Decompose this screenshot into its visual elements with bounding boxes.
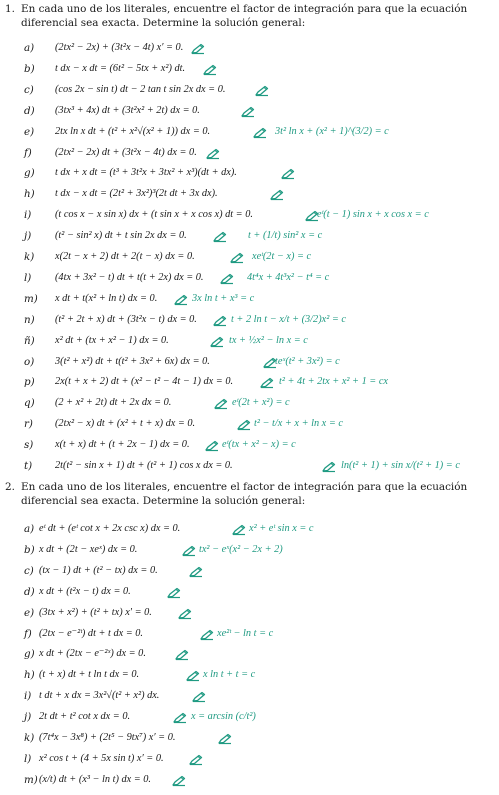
item-label: s) <box>24 439 34 452</box>
exercise-item <box>24 707 495 727</box>
item-equation: (7t⁴x − 3x⁸) + (2t⁵ − 9tx⁷) x′ = 0. <box>39 732 176 743</box>
question-1 <box>5 2 493 32</box>
item-label: ñ) <box>24 334 35 347</box>
item-label: n) <box>24 313 35 326</box>
item-answer: x ln t + t = c <box>203 669 256 681</box>
item-equation: (tx − 1) dt + (t² − tx) dx = 0. <box>39 564 158 576</box>
exercise-item <box>24 519 495 539</box>
pencil-icon[interactable] <box>189 565 203 577</box>
pencil-icon[interactable] <box>200 628 214 640</box>
item-answer: tx² − eˣ(x² − 2x + 2) <box>199 543 283 555</box>
item-label: i) <box>24 690 32 703</box>
exercise-item <box>24 163 495 183</box>
item-equation: x dt + t(x² + ln t) dx = 0. <box>55 292 158 304</box>
item-answer: tx + ½x² − ln x = c <box>229 334 308 346</box>
item-equation: t dx − x dt = (6t² − 5tx + x²) dt. <box>55 62 186 74</box>
item-equation: (2 + x² + 2t) dt + 2x dx = 0. <box>55 397 172 409</box>
exercise-item <box>24 665 495 685</box>
pencil-icon[interactable] <box>186 669 200 681</box>
pencil-icon[interactable] <box>178 607 192 619</box>
pencil-icon[interactable] <box>213 230 227 242</box>
pencil-icon[interactable] <box>220 272 234 284</box>
exercise-item <box>24 143 495 163</box>
exercise-item <box>24 561 495 581</box>
pencil-icon[interactable] <box>237 418 251 430</box>
pencil-icon[interactable] <box>218 732 232 744</box>
item-label: e) <box>24 606 35 619</box>
item-equation: 3(t² + x²) dt + t(t² + 3x² + 6x) dx = 0. <box>55 355 210 367</box>
item-label: r) <box>24 418 33 431</box>
pencil-icon[interactable] <box>210 335 224 347</box>
item-answer: t² + 4t + 2tx + x² + 1 = cx <box>279 376 388 388</box>
item-answer: eᵗ(2t + x²) = c <box>232 397 290 409</box>
item-label: i) <box>24 209 32 222</box>
item-answer: x = arcsin (c/t²) <box>191 711 256 723</box>
exercise-item <box>24 644 495 664</box>
item-equation: x(t + x) dt + (t + 2x − 1) dx = 0. <box>55 439 190 451</box>
item-label: h) <box>24 669 35 682</box>
exercise-item <box>24 331 495 351</box>
item-equation: x dt + (2t − xeˣ) dx = 0. <box>39 543 138 555</box>
exercise-item <box>24 80 495 100</box>
item-label: m) <box>24 773 38 786</box>
pencil-icon[interactable] <box>175 648 189 660</box>
item-label: k) <box>24 251 35 263</box>
item-equation: (2tx − e⁻²ᵗ) dt + t dx = 0. <box>39 627 144 639</box>
exercise-item <box>24 393 495 413</box>
pencil-icon[interactable] <box>253 126 267 138</box>
item-answer: x² + eᵗ sin x = c <box>249 523 314 534</box>
exercise-item <box>24 624 495 644</box>
question-number: 2. <box>5 481 15 493</box>
pencil-icon[interactable] <box>182 544 196 556</box>
exercise-item <box>24 310 495 330</box>
item-equation: 2t dt + t² cot x dx = 0. <box>39 711 131 723</box>
item-label: f) <box>24 146 32 159</box>
exercise-item <box>24 372 495 392</box>
exercise-item <box>24 247 495 267</box>
item-label: d) <box>24 104 35 117</box>
item-label: b) <box>24 62 35 75</box>
exercise-item <box>24 59 495 79</box>
item-equation: (2tx² − x) dt + (x² + t + x) dx = 0. <box>55 418 196 430</box>
item-label: g) <box>24 648 35 661</box>
item-equation: x² dt + (tx + x² − 1) dx = 0. <box>55 334 169 346</box>
item-answer: xeᵗ(2t − x) = c <box>252 251 312 262</box>
exercise-item <box>24 582 495 602</box>
pencil-icon[interactable] <box>322 460 336 472</box>
item-answer: t + (1/t) sin² x = c <box>248 230 323 242</box>
item-label: j) <box>24 230 32 243</box>
pencil-icon[interactable] <box>213 314 227 326</box>
item-equation: (4tx + 3x² − t) dt + t(t + 2x) dx = 0. <box>55 271 204 283</box>
pencil-icon[interactable] <box>260 376 274 388</box>
item-equation: x(2t − x + 2) dt + 2(t − x) dx = 0. <box>55 251 195 262</box>
pencil-icon[interactable] <box>191 42 205 54</box>
exercise-item <box>24 603 495 623</box>
exercise-item <box>24 101 495 121</box>
exercise-item <box>24 749 495 769</box>
exercise-item <box>24 205 495 225</box>
item-equation: (t² − sin² x) dt + t sin 2x dx = 0. <box>55 230 187 242</box>
item-label: k) <box>24 732 35 744</box>
exercise-item <box>24 226 495 246</box>
pencil-icon[interactable] <box>192 690 206 702</box>
item-answer: 3t² ln x + (x² + 1)^(3/2) = c <box>275 125 389 137</box>
pencil-icon[interactable] <box>255 84 269 96</box>
pencil-icon[interactable] <box>172 774 186 786</box>
item-label: b) <box>24 543 35 556</box>
pencil-icon[interactable] <box>232 523 246 535</box>
pencil-icon[interactable] <box>205 439 219 451</box>
pencil-icon[interactable] <box>167 586 181 598</box>
exercise-item <box>24 184 495 204</box>
pencil-icon[interactable] <box>173 711 187 723</box>
item-label: o) <box>24 355 35 368</box>
item-label: e) <box>24 125 35 138</box>
item-answer: 4t⁴x + 4t³x² − t⁴ = c <box>247 271 330 283</box>
item-answer: t + 2 ln t − x/t + (3/2)x² = c <box>231 313 346 325</box>
exercise-item <box>24 289 495 309</box>
item-label: f) <box>24 627 32 640</box>
item-equation: (2tx² − 2x) dt + (3t²x − 4t) dx = 0. <box>55 146 197 158</box>
question-prompt: En cada uno de los literales, encuentre el factor de integración para que la ecuación diferencial sea exacta. Determine la solución general: <box>21 481 468 507</box>
item-equation: 2x(t + x + 2) dt + (x² − t² − 4t − 1) dx = 0. <box>55 376 234 388</box>
item-answer: teˣ(t² + 3x²) = c <box>275 355 340 367</box>
item-equation: (t² + 2t + x) dt + (3t²x − t) dx = 0. <box>55 313 197 325</box>
item-label: p) <box>24 376 35 389</box>
exercise-item <box>24 435 495 455</box>
item-equation: 2tx ln x dt + (t² + x²√(x² + 1)) dx = 0. <box>55 125 211 137</box>
exercise-item <box>24 686 495 706</box>
item-answer: eᵗ(tx + x² − x) = c <box>222 439 296 451</box>
item-equation: t dx + x dt = (t³ + 3t²x + 3tx² + x³)(dt + dx). <box>55 167 237 179</box>
item-answer: 3x ln t + x³ = c <box>192 292 255 304</box>
item-answer: eᵗ(t − 1) sin x + x cos x = c <box>317 209 429 221</box>
exercise-item <box>24 122 495 142</box>
item-equation: x² cos t + (4 + 5x sin t) x′ = 0. <box>39 752 164 764</box>
exercise-item <box>24 352 495 372</box>
exercise-item <box>24 770 495 790</box>
pencil-icon[interactable] <box>206 147 220 159</box>
item-label: c) <box>24 83 34 96</box>
exercise-item <box>24 414 495 434</box>
item-label: m) <box>24 292 38 305</box>
question-prompt: En cada uno de los literales, encuentre el factor de integración para que la ecuación diferencial sea exacta. Determine la solución general: <box>21 3 468 29</box>
item-equation: x dt + (t²x − t) dx = 0. <box>39 585 131 597</box>
item-label: l) <box>24 271 32 284</box>
exercise-item <box>24 540 495 560</box>
exercise-item <box>24 268 495 288</box>
item-answer: ln(t² + 1) + sin x/(t² + 1) = c <box>341 460 460 471</box>
item-equation: (t cos x − x sin x) dx + (t sin x + x cos x) dt = 0. <box>55 209 253 221</box>
item-equation: (t + x) dt + t ln t dx = 0. <box>39 669 140 681</box>
item-equation: (cos 2x − sin t) dt − 2 tan t sin 2x dx = 0. <box>55 83 226 95</box>
item-answer: t² − t/x + x + ln x = c <box>254 418 343 430</box>
item-label: j) <box>24 711 32 724</box>
pencil-icon[interactable] <box>189 753 203 765</box>
pencil-icon[interactable] <box>214 397 228 409</box>
item-label: a) <box>24 42 35 54</box>
pencil-icon[interactable] <box>241 105 255 117</box>
item-equation: 2t(t² − sin x + 1) dt + (t² + 1) cos x dx = 0. <box>55 460 233 471</box>
item-equation: t dt + x dx = 3x²√(t² + x²) dx. <box>39 690 160 702</box>
item-label: g) <box>24 167 35 180</box>
question-2 <box>5 480 493 510</box>
item-equation: t dx − x dt = (2t² + 3x²)³(2t dt + 3x dx). <box>55 188 218 200</box>
item-label: a) <box>24 523 35 535</box>
item-label: l) <box>24 752 32 765</box>
item-label: h) <box>24 188 35 201</box>
exercise-item <box>24 728 495 748</box>
pencil-icon[interactable] <box>203 63 217 75</box>
pencil-icon[interactable] <box>230 251 244 263</box>
pencil-icon[interactable] <box>281 167 295 179</box>
item-label: t) <box>24 460 33 472</box>
item-equation: (3tx + x²) + (t² + tx) x′ = 0. <box>39 606 152 618</box>
item-equation: x dt + (2tx − e⁻²ˣ) dx = 0. <box>39 648 146 660</box>
item-label: q) <box>24 397 35 410</box>
item-label: d) <box>24 585 35 598</box>
item-equation: (2tx² − 2x) + (3t²x − 4t) x′ = 0. <box>55 42 184 53</box>
item-equation: eᵗ dt + (eᵗ cot x + 2x csc x) dx = 0. <box>39 523 181 534</box>
item-equation: (x/t) dt + (x³ − ln t) dx = 0. <box>39 773 151 785</box>
pencil-icon[interactable] <box>174 293 188 305</box>
item-answer: xe²ᵗ − ln t = c <box>217 627 274 639</box>
question-number: 1. <box>5 3 15 15</box>
item-equation: (3tx³ + 4x) dt + (3t²x² + 2t) dx = 0. <box>55 104 200 116</box>
exercise-item <box>24 38 495 58</box>
item-label: c) <box>24 564 34 577</box>
pencil-icon[interactable] <box>270 188 284 200</box>
exercise-item <box>24 456 495 476</box>
